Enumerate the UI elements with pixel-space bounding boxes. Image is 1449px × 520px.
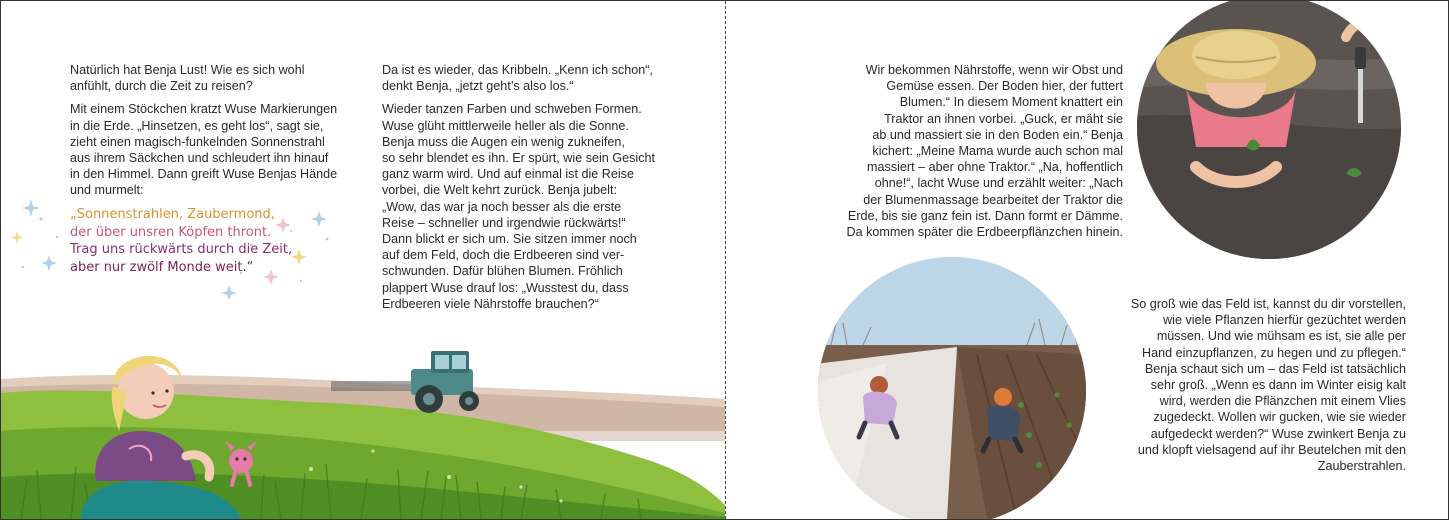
text-line: anfühlt, durch die Zeit zu reisen? xyxy=(70,79,253,94)
text-line: vorbei, die Welt kehrt zurück. Benja jubelt: xyxy=(382,183,617,198)
right-text-block-2 xyxy=(1094,296,1406,474)
text-line: Erde, bis sie ganz fein ist. Dann formt er Dämme. xyxy=(847,208,1123,223)
text-line: Da kommen später die Erdbeerpflänzchen hinein. xyxy=(846,225,1123,240)
text-line: Benja muss die Augen ein wenig zukneifen, xyxy=(382,134,625,149)
text-line: ab und massiert sie in den Boden ein.“ Benja xyxy=(872,127,1123,142)
page-fold xyxy=(725,1,726,519)
text-line: zugedeckt. Wollen wir gucken, wie sie wieder xyxy=(1153,410,1406,425)
text-line: Wuse glüht mittlerweile heller als die Sonne. xyxy=(382,118,629,133)
text-line: Blumen.“ In diesem Moment knattert ein xyxy=(899,95,1123,110)
paragraph xyxy=(70,101,370,198)
text-line: denkt Benja, „jetzt geht’s also los.“ xyxy=(382,79,574,94)
text-line: der Blumenmassage bearbeitet der Traktor die xyxy=(863,192,1123,207)
text-line: Da ist es wieder, das Kribbeln. „Kenn ich schon“, xyxy=(382,63,653,77)
text-line: müssen. Und wie mühsam es ist, sie alle per xyxy=(1156,329,1406,344)
text-line: sehr groß. „Wenn es dann im Winter eisig kalt xyxy=(1150,378,1406,393)
text-line: auf dem Feld, doch die Erdbeeren sind ver- xyxy=(382,248,625,263)
text-line: Erdbeeren viele Nährstoffe brauchen?“ xyxy=(382,296,599,311)
right-text-block-1 xyxy=(823,62,1123,240)
text-line: und klopft vielsagend auf ihr Beutelchen mit den xyxy=(1137,442,1406,457)
text-line: Zauberstrahlen. xyxy=(1317,459,1406,474)
text-line: aus ihrem Säckchen und schleudert ihn hinauf xyxy=(70,151,329,166)
text-line: Natürlich hat Benja Lust! Wie es sich wohl xyxy=(70,63,305,77)
text-line: „Wow, das war ja noch besser als die erste xyxy=(382,199,622,214)
text-line: ganz warm wird. Und auf einmal ist die Reise xyxy=(382,167,634,182)
text-line: Gemüse essen. Der Boden hier, der futtert xyxy=(886,79,1123,94)
text-line: Mit einem Stöckchen kratzt Wuse Markierungen xyxy=(70,102,338,117)
text-line: schwunden. Dafür blühen Blumen. Fröhlich xyxy=(382,264,623,279)
text-line: plappert Wuse drauf los: „Wusstest du, dass xyxy=(382,280,629,295)
text-line: Hand einzupflanzen, zu hegen und zu pflegen.“ xyxy=(1142,345,1406,360)
paragraph xyxy=(382,62,682,94)
poem-line: der über unsren Köpfen thront. xyxy=(70,224,272,240)
field-fleece-illustration xyxy=(807,255,1097,519)
text-line: Reise – schneller und irgendwie rückwärts!“ xyxy=(382,215,626,230)
meadow-illustration xyxy=(1,281,725,519)
text-line: in die Erde. „Hinsetzen, es geht los“, sagt sie, xyxy=(70,118,324,133)
left-column-1 xyxy=(70,62,370,206)
text-line: So groß wie das Feld ist, kannst du dir vorstellen, xyxy=(1130,297,1406,311)
text-line: zieht einen magisch-funkelnden Sonnenstrahl xyxy=(70,134,325,149)
paragraph xyxy=(70,62,370,94)
text-line: Wieder tanzen Farben und schweben Formen. xyxy=(382,102,642,117)
poem-line: „Sonnenstrahlen, Zaubermond, xyxy=(70,207,275,222)
text-line: in den Himmel. Dann greift Wuse Benjas Hände xyxy=(70,167,338,182)
text-line: Wir bekommen Nährstoffe, wenn wir Obst und xyxy=(865,63,1123,77)
text-line: Dann blickt er sich um. Sie sitzen immer noch xyxy=(382,232,637,247)
spell-poem xyxy=(70,206,292,276)
poem-line: aber nur zwölf Monde weit.“ xyxy=(70,259,254,275)
planting-illustration xyxy=(1126,0,1412,267)
poem-line: Trag uns rückwärts durch die Zeit, xyxy=(70,242,293,257)
text-line: wie viele Pflanzen hierfür gezüchtet werden xyxy=(1163,313,1406,328)
text-line: wird, werden die Pflänzchen mit einem Vlies xyxy=(1159,394,1406,409)
text-line: und murmelt: xyxy=(70,183,144,198)
text-line: Benja schaut sich um – das Feld ist tatsächlich xyxy=(1144,361,1406,376)
text-line: ohne!“, lacht Wuse und erzählt weiter: „Nach xyxy=(874,176,1123,191)
text-line: massiert – aber ohne Traktor.“ „Na, hoffentlich xyxy=(867,160,1123,175)
text-line: so sehr blendet es ihn. Er spürt, wie sein Gesicht xyxy=(382,151,655,166)
text-line: kichert: „Meine Mama wurde auch schon mal xyxy=(872,144,1123,159)
text-line: Traktor an ihnen vorbei. „Guck, er mäht sie xyxy=(884,111,1123,126)
text-line: aufgedeckt werden?“ Wuse zwinkert Benja zu xyxy=(1150,426,1406,441)
